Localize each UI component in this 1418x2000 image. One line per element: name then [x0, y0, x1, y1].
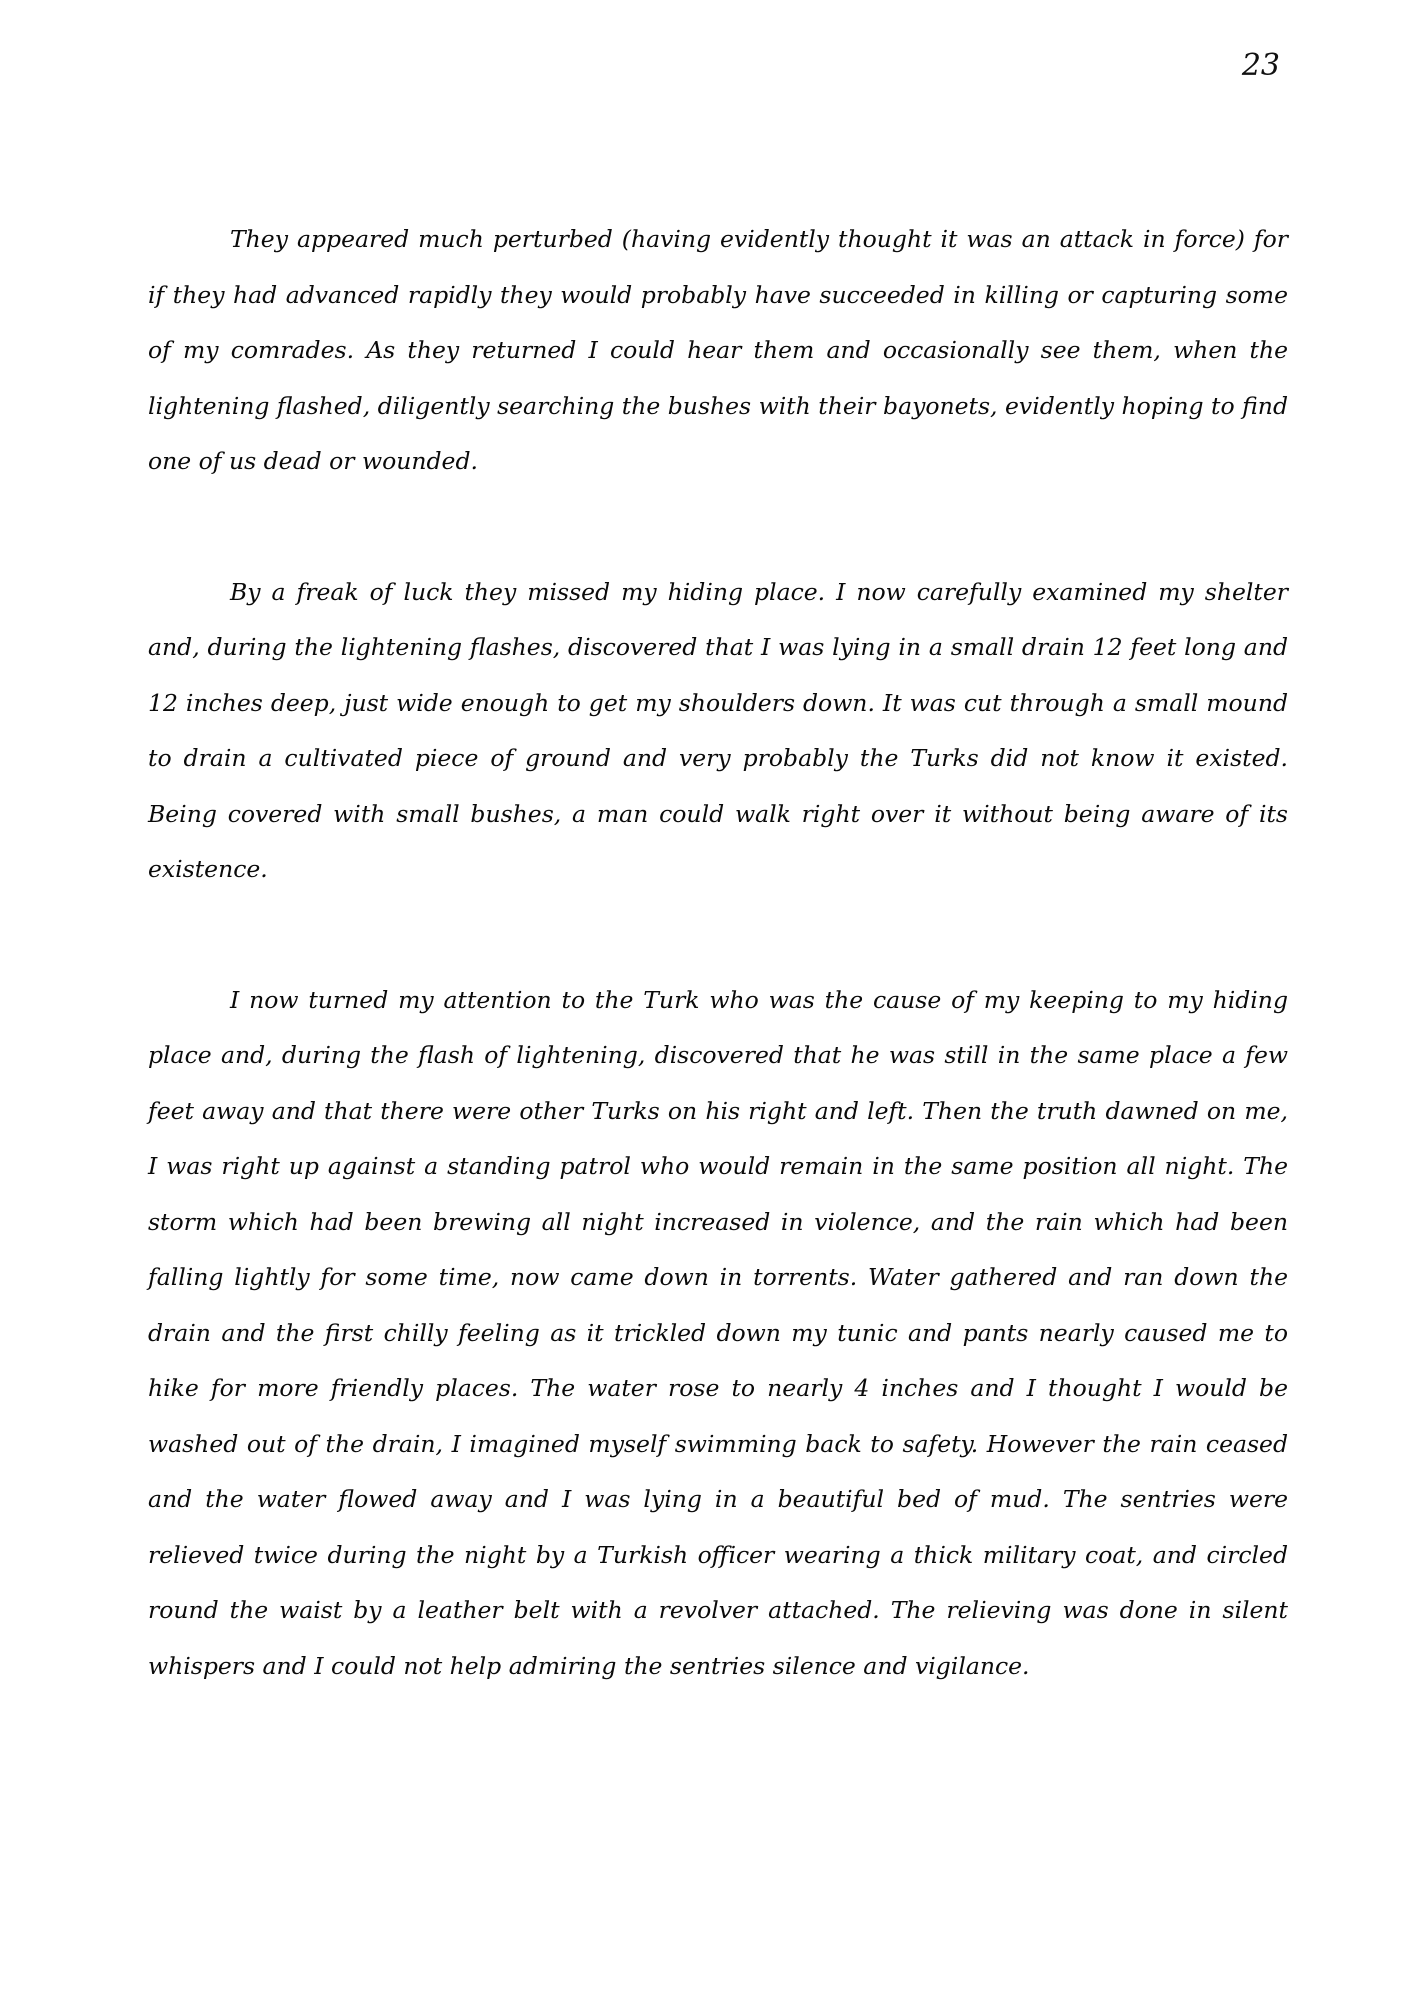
page-number: 23: [1241, 48, 1280, 83]
paragraph: By a freak of luck they missed my hiding place. I now carefully examined my shelter and, during the lightening flashes, discovered that I was lying in a small drain 12 feet long and 12 inches deep, just wide enough to get my shoulders down. It was cut through a small mound to drain a cultivated piece of ground and very probably the Turks did not know it existed. Being covered with small bushes, a man could walk right over it without being aware of its existence.: [148, 577, 1288, 883]
paragraph: They appeared much perturbed (having evidently thought it was an attack in force) for if they had advanced rapidly they would probably have succeeded in killing or capturing some of my comrades. As they returned I could hear them and occasionally see them, when the lightening flashed, diligently searching the bushes with their bayonets, evidently hoping to find one of us dead or wounded.: [148, 225, 1288, 475]
body-text: [148, 212, 1288, 1694]
paragraph: I now turned my attention to the Turk who was the cause of my keeping to my hiding place and, during the flash of lightening, discovered that he was still in the same place a few feet away and that there were other Turks on his right and left. Then the truth dawned on me, I was right up against a standing patrol who would remain in the same position all night. The storm which had been brewing all night increased in violence, and the rain which had been falling lightly for some time, now came down in torrents. Water gathered and ran down the drain and the first chilly feeling as it trickled down my tunic and pants nearly caused me to hike for more friendly places. The water rose to nearly 4 inches and I thought I would be washed out of the drain, I imagined myself swimming back to safety. However the rain ceased and the water flowed away and I was lying in a beautiful bed of mud. The sentries were relieved twice during the night by a Turkish officer wearing a thick military coat, and circled round the waist by a leather belt with a revolver attached. The relieving was done in silent whispers and I could not help admiring the sentries silence and vigilance.: [148, 985, 1288, 1680]
